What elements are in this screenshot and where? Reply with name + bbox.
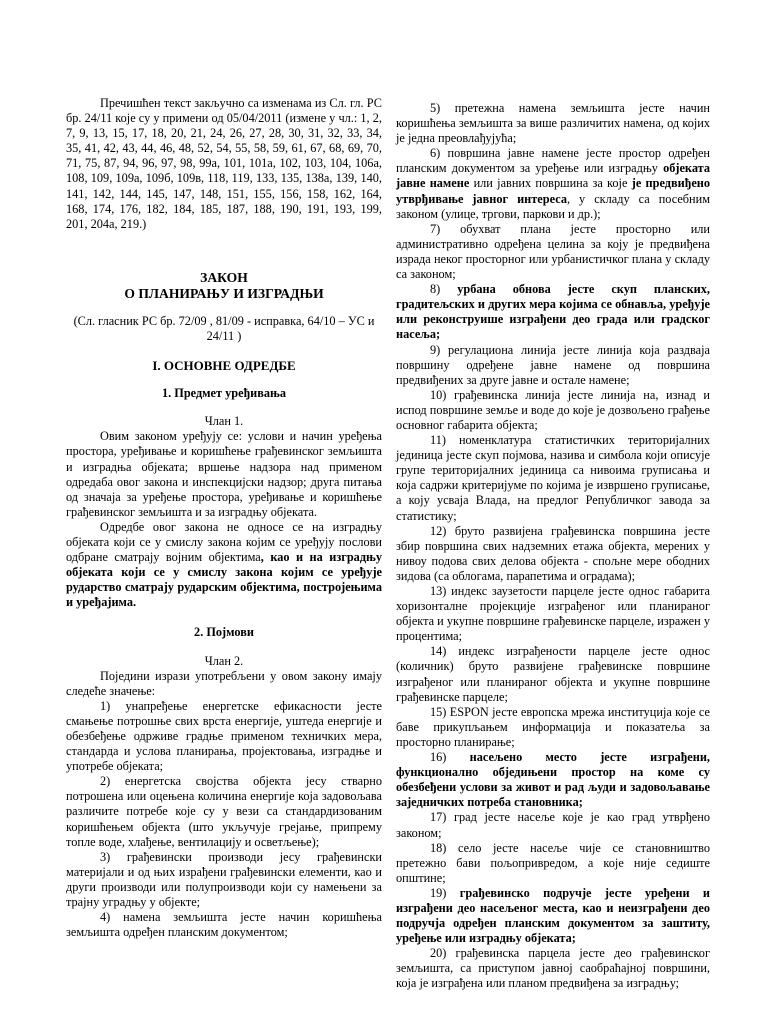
article-2-intro: Поједини изрази употребљени у овом закону имају следеће значење: xyxy=(66,668,382,698)
definition-5: 5) претежна намена земљишта јесте начин коришћења земљишта за више различитих намена, од којих је једна преовлађујућа; xyxy=(396,101,710,146)
definition-2: 2) енергетска својства објекта јесу стварно потрошена или оцењена количина енергије која задовољава различите потребе које су у вези са стандардизованим коришћењем објекта (што укључује грејање, припрему топле воде, хлађење, вентилацију и осветљење); xyxy=(66,774,382,849)
article-2-heading: Члан 2. xyxy=(204,653,244,668)
definition-11: 11) номенклатура статистичких територијалних јединица јесте скуп појмова, назива и симбола који описује групе територијалних јединица са нивоима груписања и која садржи критеријуме по којима је извршено груписање, а коју усваја Влада, на предлог Републичког завода за статистику; xyxy=(396,433,710,523)
law-subtitle: О ПЛАНИРАЊУ И ИЗГРАДЊИ xyxy=(124,285,324,301)
article-1-p2-text: Одредбе овог закона не односе се на изградњу објеката који се у смислу закона којим се уређују послови одбране сматрају војним објектима xyxy=(66,519,382,565)
definition-10: 10) грађевинска линија јесте линија на, изнад и испод површине земље и воде до које је дозвољено грађење основног габарита објекта; xyxy=(396,387,710,432)
definition-9: 9) регулациона линија јесте линија која раздваја површину одређене јавне намене од површина предвиђених за друге јавне и остале намене; xyxy=(396,342,710,387)
definition-19: 19) грађевинско подручје јесте уређени и изграђени део насељеног места, као и неизграђени део подручја одређен планским документом за заштиту, уређење или изградњу објеката; xyxy=(396,885,710,946)
definition-14: 14) индекс изграђености парцеле јесте однос (количник) бруто развијене грађевинске површине изграђеног или планираног објекта и укупне површине грађевинске парцеле; xyxy=(396,644,710,704)
section-heading-1: 1. Предмет уређивања xyxy=(161,386,287,401)
article-1-paragraph-2 xyxy=(66,520,382,611)
article-1-paragraph-1: Овим законом уређују се: услови и начин уређења простора, уређивање и коришћење грађевинског земљишта и изградња објеката; вршење надзора над применом одредаба овог закона и инспекцијски надзор; друга питања од значаја за уређење простора, уређивање и коришћење грађевинског земљишта и за изградњу објеката. xyxy=(66,429,382,519)
definition-8: 8) урбана обнова јесте скуп планских, градитељских и других мера којима се обнавља, уређује или реконструише изграђени део града или градског насеља; xyxy=(396,282,710,342)
definition-6-bold-2: је предвиђено утврђивање јавног интереса xyxy=(396,176,711,206)
gazette-reference: (Сл. гласник РС бр. 72/09 , 81/09 - исправка, 64/10 – УС и 24/11 ) xyxy=(73,313,375,343)
intro-note: Пречишћен текст закључно са изменама из Сл. гл. РС бр. 24/11 које су у примени од 05/04/2011 (измене у чл.: 1, 2, 7, 9, 13, 15, 17, 18, 20, 21, 24, 26, 27, 28, 30, 31, 32, 33, 34, 35, 41, 42, 43, 44, 46, 48, 52, 54, 55, 58, 59, 61, 67, 68, 69, 70, 71, 75, 87, 94, 96, 97, 98, 99а, 101, 101а, 102, 103, 104, 106а, 108, 109, 109а, 109б, 109в, 118, 119, 133, 135, 138а, 139, 140, 141, 142, 144, 145, 147, 148, 151, 155, 156, 158, 162, 164, 168, 174, 176, 182, 184, 185, 187, 188, 190, 191, 193, 199, 201, 204а, 219.) xyxy=(66,96,382,231)
definition-3: 3) грађевински производи јесу грађевински материјали и од њих израђени грађевински елементи, као и други производи или полупроизводи који су намењени за трајну уградњу у објекте; xyxy=(66,849,382,910)
left-column xyxy=(66,96,382,940)
definition-8-bold: урбана обнова јесте скуп планских, градитељских и других мера којима се обнавља, уређује или реконструише изграђени део града или градског насеља; xyxy=(396,282,710,342)
definition-16: 16) насељено место јесте изграђени, функционално обједињени простор на коме су обезбеђени услови за живот и рад људи и задовољавање заједничких потреба становника; xyxy=(396,750,710,810)
article-1-p2-amendment: , као и на изградњу објеката који се у смислу закона којим се уређује рударство сматрају рударским објектима, постројењима и уређајима. xyxy=(66,550,382,610)
definition-18: 18) село јесте насеље чије се становништво претежно бави пољопривредом, а које није седиште општине; xyxy=(396,840,710,885)
definition-4: 4) намена земљишта јесте начин коришћења земљишта одређен планским документом; xyxy=(66,910,382,940)
definition-17: 17) град јесте насеље које је као град утврђено законом; xyxy=(396,810,710,840)
definition-20: 20) грађевинска парцела јесте део грађевинског земљишта, са приступом јавној саобраћајној површини, која је изграђена или планом предвиђена за изградњу; xyxy=(396,946,710,991)
article-1-heading: Члан 1. xyxy=(204,414,244,429)
definition-6-bold-1: објеката јавне намене xyxy=(396,161,710,191)
definition-19-bold: грађевинско подручје јесте уређени и изграђени део насељеног места, као и неизграђени део подручја одређен планским документом за заштиту, уређење или изградњу објеката; xyxy=(396,885,710,946)
right-column xyxy=(396,101,710,992)
definition-6: 6) површина јавне намене јесте простор одређен планским документом за уређење или изградњу објеката јавне намене или јавних површина за које је предвиђено утврђивање јавног интереса, у складу са посебним законом (улице, тргови, паркови и др.); xyxy=(396,146,711,221)
section-heading-2: 2. Појмови xyxy=(194,625,254,640)
definition-15: 15) ESPON јесте европска мрежа институција које се баве прикупљањем информација и показатеља за просторно планирање; xyxy=(396,704,710,749)
definition-12: 12) бруто развијена грађевинска површина јесте збир површина свих надземних етажа објекта, мерених у нивоу подова свих делова објекта - спољне мере ободних зидова (са облогама, парапетима и оградама); xyxy=(396,523,710,583)
definition-7: 7) обухват плана јесте просторно или административно одређена целина за коју је предвиђена израда неког просторног или урбанистичког плана у складу са законом; xyxy=(396,221,710,282)
definition-16-bold: насељено место јесте изграђени, функционално обједињени простор на коме су обезбеђени услови за живот и рад људи и задовољавање заједничких потреба становника; xyxy=(396,750,710,810)
definition-1: 1) унапређење енергетске ефикасности јесте смањење потрошње свих врста енергије, уштеда енергије и обезбеђење одрживе градње применом техничких мера, стандарда и услова планирања, пројектовања, изградње и употребе објеката; xyxy=(66,698,382,774)
part-heading: I. ОСНОВНЕ ОДРЕДБЕ xyxy=(152,358,296,374)
law-title: ЗАКОН xyxy=(200,269,248,285)
definition-13: 13) индекс заузетости парцеле јесте однос габарита хоризонталне пројекције изграђеног или планираног објекта и укупне површине грађевинске парцеле, изражен у процентима; xyxy=(396,584,710,644)
